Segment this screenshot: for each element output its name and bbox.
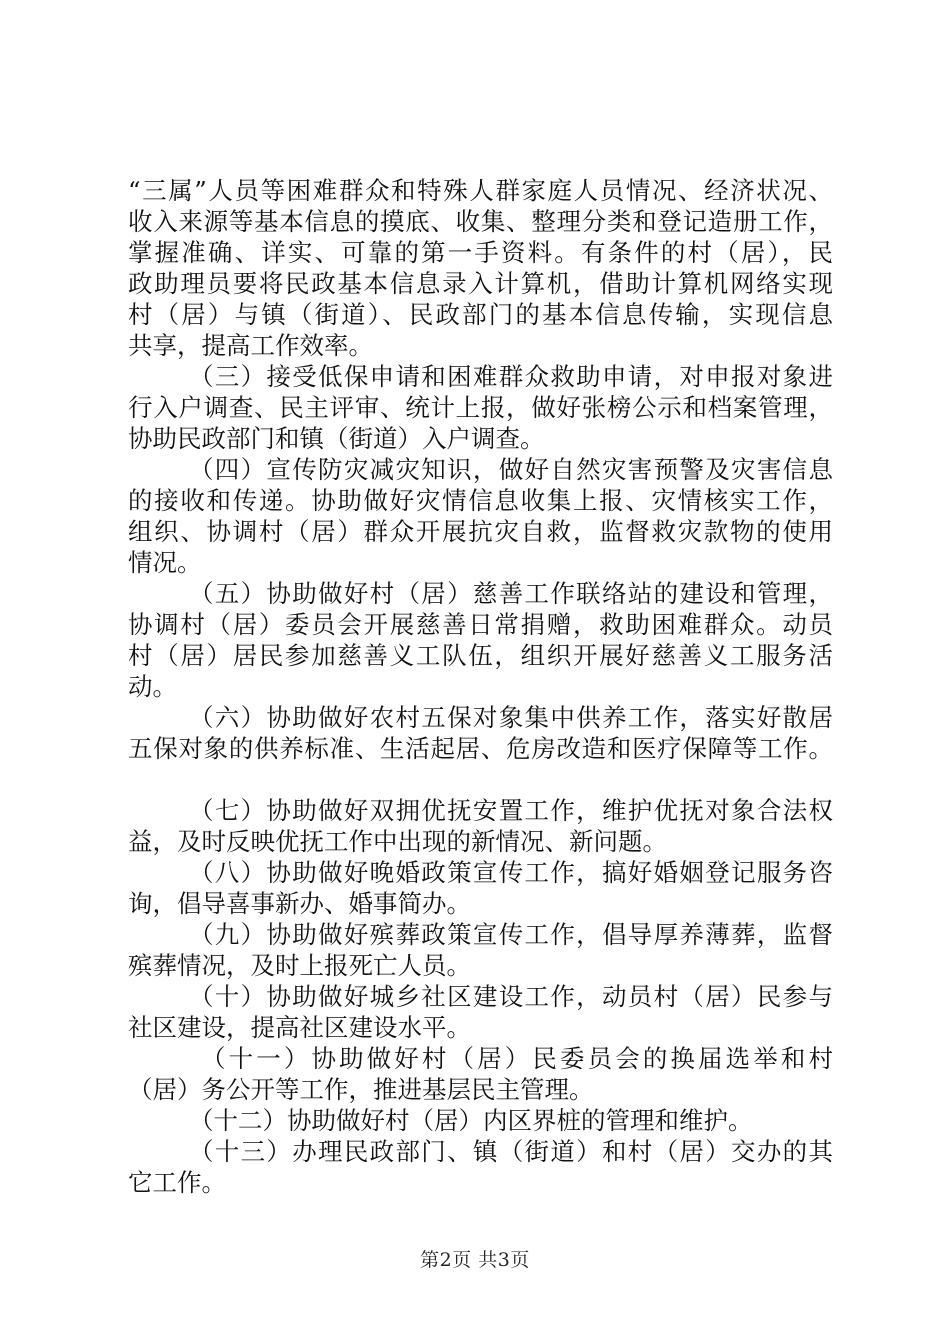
text-line: 政助理员要将民政基本信息录入计算机，借助计算机网络实现	[128, 269, 833, 298]
text-line: 协调村（居）委员会开展慈善日常捐赠，救助困难群众。动员	[128, 610, 833, 639]
text-line: 收入来源等基本信息的摸底、收集、整理分类和登记造册工作，	[128, 207, 833, 236]
document-body	[128, 175, 833, 1198]
text-line: 情况。	[128, 548, 202, 577]
text-line: 动。	[128, 672, 177, 701]
text-line: 村（居）与镇（街道）、民政部门的基本信息传输，实现信息	[128, 300, 833, 329]
text-line: （五）协助做好村（居）慈善工作联络站的建设和管理，	[189, 579, 833, 608]
text-line: 共享，提高工作效率。	[128, 331, 373, 360]
text-line: （三）接受低保申请和困难群众救助申请，对申报对象进	[189, 362, 833, 391]
text-line: 五保对象的供养标准、生活起居、危房改造和医疗保障等工作。	[128, 734, 833, 763]
text-line: 行入户调查、民主评审、统计上报，做好张榜公示和档案管理，	[128, 393, 833, 422]
text-line: 组织、协调村（居）群众开展抗灾自救，监督救灾款物的使用	[128, 517, 833, 546]
page-footer: 第2页 共3页	[420, 1249, 530, 1271]
text-line: 协助民政部门和镇（街道）入户调查。	[128, 424, 545, 453]
text-line: 掌握准确、详实、可靠的第一手资料。有条件的村（居），民	[128, 238, 833, 267]
blank-line	[128, 764, 833, 795]
text-line: （居）务公开等工作，推进基层民主管理。	[128, 1075, 594, 1104]
text-line: （四）宣传防灾减灾知识，做好自然灾害预警及灾害信息	[189, 455, 833, 484]
text-line: （十一）协助做好村（居）民委员会的换届选举和村	[201, 1044, 833, 1073]
text-line: “三属”人员等困难群众和特殊人群家庭人员情况、经济状况、	[128, 176, 833, 205]
text-line: （十三）办理民政部门、镇（街道）和村（居）交办的其	[189, 1137, 833, 1166]
text-line: 的接收和传递。协助做好灾情信息收集上报、灾情核实工作，	[128, 486, 833, 515]
text-line: 殡葬情况，及时上报死亡人员。	[128, 951, 471, 980]
text-line: （十）协助做好城乡社区建设工作，动员村（居）民参与	[189, 982, 833, 1011]
text-line: （九）协助做好殡葬政策宣传工作，倡导厚养薄葬，监督	[189, 920, 833, 949]
text-line: （六）协助做好农村五保对象集中供养工作，落实好散居	[189, 703, 833, 732]
text-line: 它工作。	[128, 1168, 226, 1197]
text-line: （七）协助做好双拥优抚安置工作，维护优抚对象合法权	[189, 796, 833, 825]
text-line: 村（居）居民参加慈善义工队伍，组织开展好慈善义工服务活	[128, 641, 833, 670]
text-line: 社区建设，提高社区建设水平。	[128, 1013, 471, 1042]
text-line: 益，及时反映优抚工作中出现的新情况、新问题。	[128, 827, 667, 856]
text-line: 询，倡导喜事新办、婚事简办。	[128, 889, 471, 918]
text-line: （十二）协助做好村（居）内区界桩的管理和维护。	[189, 1106, 753, 1135]
text-line: （八）协助做好晚婚政策宣传工作，搞好婚姻登记服务咨	[189, 858, 833, 887]
